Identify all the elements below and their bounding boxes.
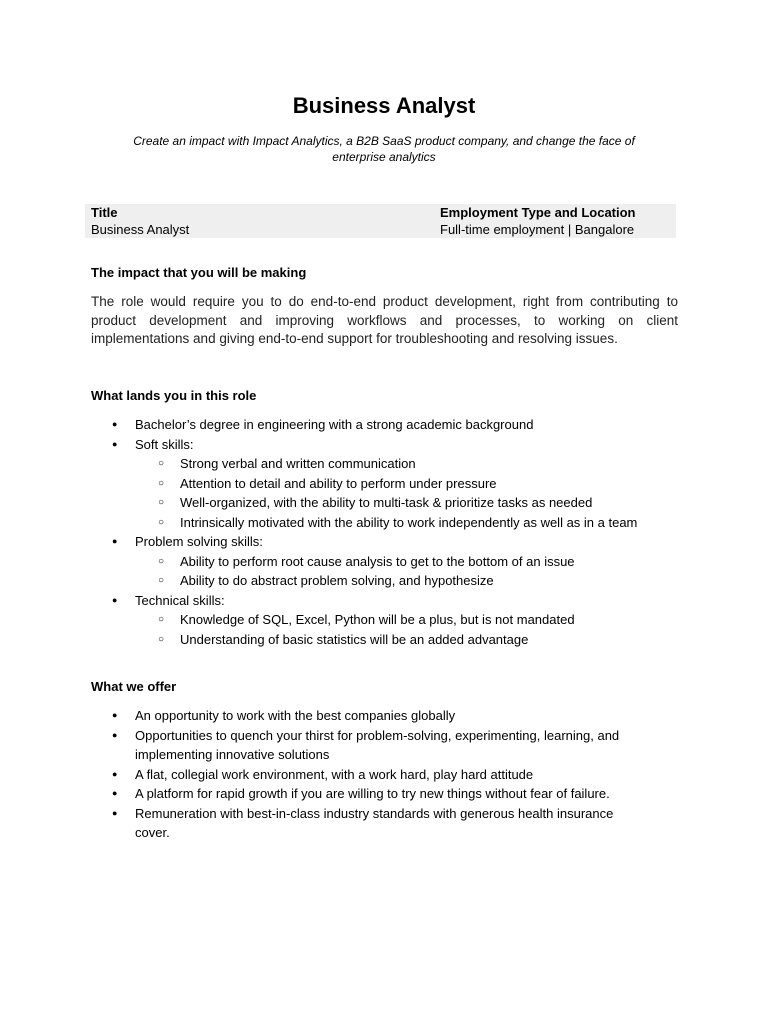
impact-paragraph: The role would require you to do end-to-end product development, right from contributing to product development and improving workflows and processes, to working on client implementations and giving end-to-end support for troubleshooting and resolving issues. xyxy=(91,294,678,346)
list-item: ● Problem solving skills: xyxy=(91,532,671,552)
requirements-heading: What lands you in this role xyxy=(91,388,257,403)
list-item: ○ Intrinsically motivated with the ability to work independently as well as in a team xyxy=(91,513,671,533)
info-employment-value: Full-time employment | Bangalore xyxy=(440,222,635,237)
list-item: ○ Knowledge of SQL, Excel, Python will be a plus, but is not mandated xyxy=(91,610,671,630)
info-title-header: Title xyxy=(91,205,118,220)
list-item: ● Bachelor’s degree in engineering with a strong academic background xyxy=(91,415,671,435)
list-item: ○ Understanding of basic statistics will be an added advantage xyxy=(91,630,671,650)
offer-heading: What we offer xyxy=(91,679,177,694)
list-item: ● Remuneration with best-in-class industry standards with generous health insurance cover. xyxy=(91,804,651,843)
list-item: ● A platform for rapid growth if you are willing to try new things without fear of failure. xyxy=(91,784,651,804)
list-item: ● Soft skills: xyxy=(91,435,671,455)
list-item: ○ Well-organized, with the ability to multi-task & prioritize tasks as needed xyxy=(91,493,671,513)
page-title: Business Analyst xyxy=(292,93,476,118)
list-item: ○ Strong verbal and written communication xyxy=(91,454,671,474)
info-employment-header: Employment Type and Location xyxy=(440,205,636,220)
list-item: ○ Ability to do abstract problem solving, and hypothesize xyxy=(91,571,671,591)
list-item: ● Technical skills: xyxy=(91,591,671,611)
info-table xyxy=(85,204,676,238)
impact-heading: The impact that you will be making xyxy=(91,265,307,280)
list-item: ○ Attention to detail and ability to perform under pressure xyxy=(91,474,671,494)
offer-list xyxy=(91,706,651,843)
list-item: ○ Ability to perform root cause analysis to get to the bottom of an issue xyxy=(91,552,671,572)
info-title-value: Business Analyst xyxy=(91,222,190,237)
requirements-list xyxy=(91,415,671,649)
list-item: ● An opportunity to work with the best companies globally xyxy=(91,706,651,726)
page-subtitle: Create an impact with Impact Analytics, a B2B SaaS product company, and change the face of enterprise analytics xyxy=(133,134,635,164)
list-item: ● Opportunities to quench your thirst for problem-solving, experimenting, learning, and implementing innovative solutions xyxy=(91,726,651,765)
list-item: ● A flat, collegial work environment, with a work hard, play hard attitude xyxy=(91,765,651,785)
